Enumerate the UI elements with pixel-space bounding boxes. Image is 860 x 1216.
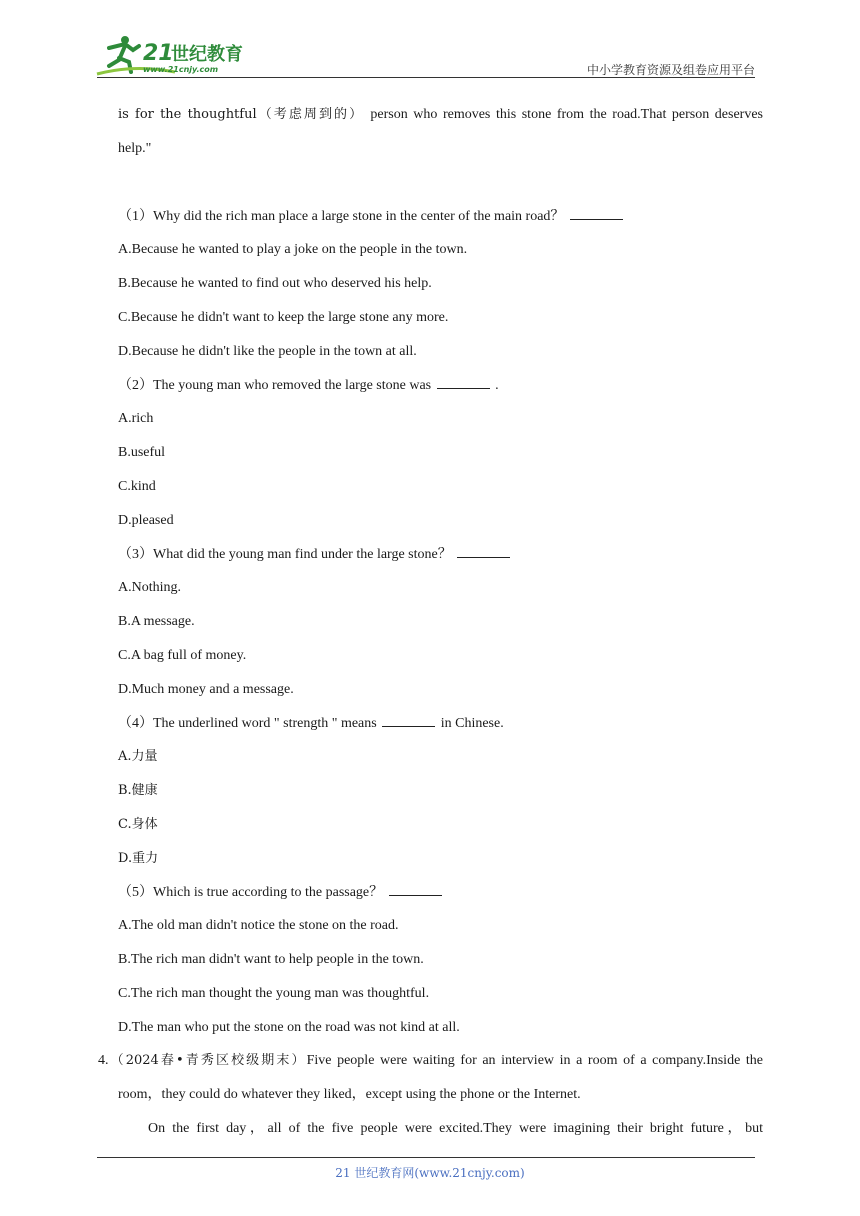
question-stem <box>118 714 504 733</box>
option-text: A.力量 <box>118 749 158 764</box>
footer-divider <box>97 1157 755 1158</box>
answer-blank[interactable] <box>457 545 510 558</box>
question-text: . <box>491 378 499 393</box>
question-text: （4）The underlined word " strength " means <box>118 716 381 731</box>
option: D.The man who put the stone on the road was not kind at all. <box>118 1020 460 1035</box>
question-number: 4. <box>98 1053 109 1068</box>
option: D.pleased <box>118 513 174 528</box>
option: C.kind <box>118 479 156 494</box>
option: A.Nothing. <box>118 580 181 595</box>
question-stem <box>118 545 512 564</box>
option: B.useful <box>118 445 166 460</box>
passage-text: person who removes this stone from the road.That person deserves <box>370 107 763 122</box>
question-text: （1）Why did the rich man place a large stone in the center of the main road？ <box>118 209 565 224</box>
passage-line: On the first day，all of the five people were excited.They were imagining their bright future，but <box>148 1121 763 1136</box>
question-stem <box>118 207 625 226</box>
question-text: （2）The young man who removed the large stone was <box>118 378 435 393</box>
question-stem <box>118 883 444 902</box>
site-logo <box>95 34 260 76</box>
option <box>118 850 158 868</box>
question-stem <box>118 376 499 395</box>
option: C.The rich man thought the young man was thoughtful. <box>118 986 430 1001</box>
svg-text:世纪教育: 世纪教育 <box>171 44 243 65</box>
page-footer[interactable]: 21 世纪教育网(www.21cnjy.com) <box>335 1166 525 1180</box>
page-header <box>0 0 860 80</box>
passage-line: help." <box>118 141 152 156</box>
answer-blank[interactable] <box>389 883 442 896</box>
passage-line <box>118 106 763 124</box>
answer-blank[interactable] <box>437 376 490 389</box>
option <box>118 816 158 834</box>
option: C.Because he didn't want to keep the large stone any more. <box>118 310 449 325</box>
option: C.A bag full of money. <box>118 648 247 663</box>
option: B.Because he wanted to find out who deserved his help. <box>118 276 432 291</box>
option: D.Much money and a message. <box>118 682 294 697</box>
option-text: C.身体 <box>118 817 158 832</box>
option: A.rich <box>118 411 154 426</box>
option: A.The old man didn't notice the stone on the road. <box>118 918 399 933</box>
option: B.The rich man didn't want to help people in the town. <box>118 952 424 967</box>
question-text: in Chinese. <box>437 716 504 731</box>
passage-line: room，they could do whatever they liked，except using the phone or the Internet. <box>118 1087 581 1102</box>
svg-text:21: 21 <box>143 41 174 66</box>
option: B.A message. <box>118 614 195 629</box>
passage-line <box>98 1052 763 1070</box>
option-text: D.重力 <box>118 851 159 866</box>
svg-text:www.21cnjy.com: www.21cnjy.com <box>143 65 219 74</box>
option <box>118 782 158 800</box>
header-platform-text: 中小学教育资源及组卷应用平台 <box>586 63 755 77</box>
header-divider <box>97 77 755 78</box>
option: A.Because he wanted to play a joke on the people in the town. <box>118 242 468 257</box>
question-text: （3）What did the young man find under the large stone？ <box>118 547 452 562</box>
answer-blank[interactable] <box>570 207 623 220</box>
logo-graphic <box>95 34 260 76</box>
answer-blank[interactable] <box>382 714 435 727</box>
passage-text: Five people were waiting for an interview in a room of a company.Inside the <box>306 1053 763 1068</box>
option <box>118 748 158 766</box>
question-text: （5）Which is true according to the passage？ <box>118 885 384 900</box>
option: D.Because he didn't like the people in the town at all. <box>118 344 417 359</box>
question-source: （2024春•青秀区校级期末） <box>108 1053 307 1068</box>
option-text: B.健康 <box>118 783 158 798</box>
passage-text: is for the thoughtful（考虑周到的） <box>118 107 371 122</box>
